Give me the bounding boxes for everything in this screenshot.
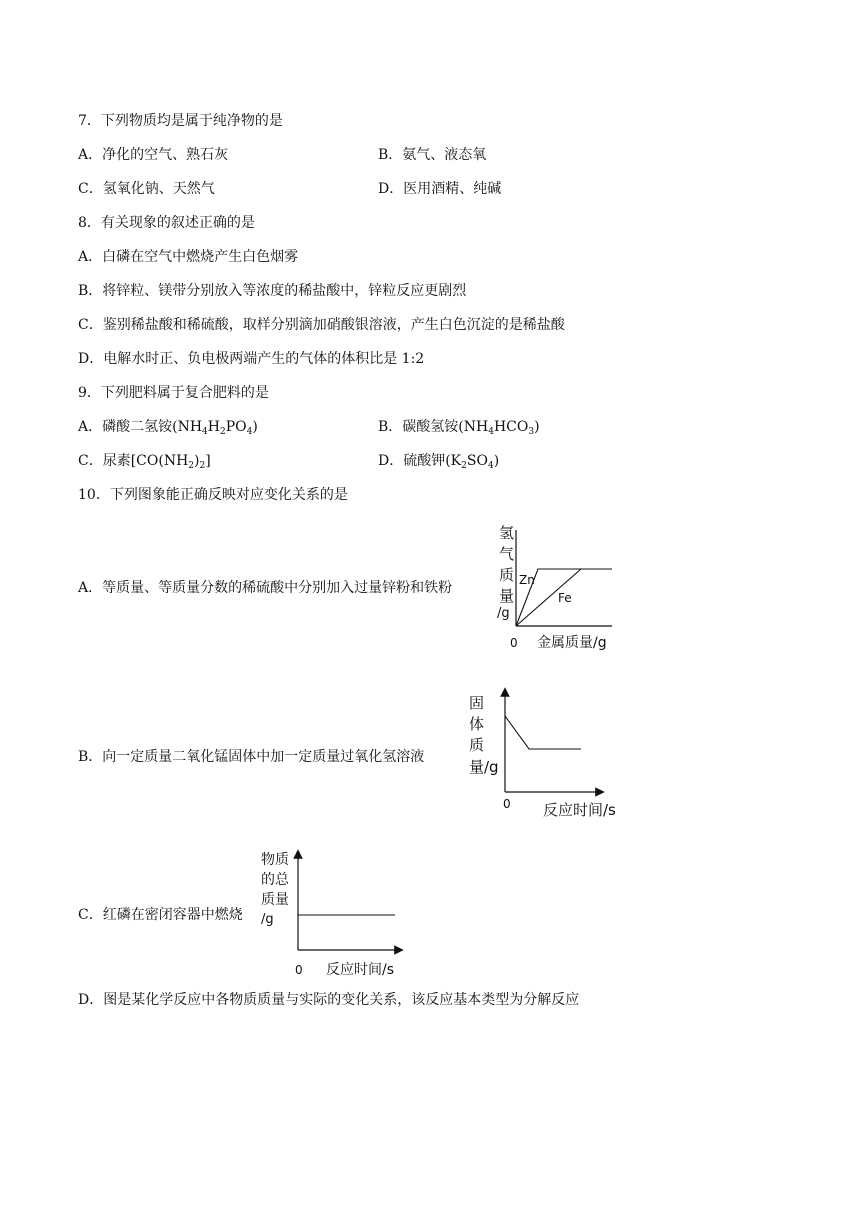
q8-option-b: B．将锌粒、镁带分别放入等浓度的稀盐酸中，锌粒反应更剧烈 (78, 283, 467, 299)
graph-a (480, 520, 620, 660)
q8-option-c: C．鉴别稀盐酸和稀硫酸，取样分别滴加硝酸银溶液，产生白色沉淀的是稀盐酸 (78, 317, 565, 333)
graph-c-xlabel: 反应时间/s (326, 962, 395, 978)
q9-option-a: A．磷酸二氢铵$(NH_4H_2PO_4)$ (78, 419, 258, 437)
graph-c-ylabel-2: 的总 (261, 872, 289, 888)
graph-a-ylabel-1: 氢 (499, 524, 515, 542)
q8-option-a: A．白磷在空气中燃烧产生白色烟雾 (78, 249, 299, 265)
graph-b-origin: 0 (503, 797, 511, 811)
q10-option-a: A．等质量、等质量分数的稀硫酸中分别加入过量锌粉和铁粉 (78, 580, 453, 596)
q9-stem: 9．下列肥料属于复合肥料的是 (78, 385, 269, 401)
q10-option-b: B．向一定质量二氧化锰固体中加一定质量过氧化氢溶液 (78, 749, 425, 765)
graph-b-ylabel-4: 量/g (469, 758, 499, 776)
graph-b-xlabel: 反应时间/s (543, 801, 616, 819)
q9-option-c: C．尿素$[CO(NH_2)_2]$ (78, 453, 211, 471)
graph-c (256, 848, 416, 983)
graph-c-ylabel-unit: /g (261, 912, 274, 927)
q9-option-b: B．碳酸氢铵$(NH_4HCO_3)$ (378, 419, 540, 437)
q7-option-a: A．净化的空气、熟石灰 (78, 147, 229, 163)
graph-c-ylabel-1: 物质 (261, 852, 289, 868)
graph-a-ylabel-3: 质 (499, 566, 515, 584)
graph-a-xlabel: 金属质量/g (537, 635, 607, 651)
graph-a-ylabel-2: 气 (499, 545, 515, 563)
graph-a-fe-label: Fe (558, 591, 572, 605)
graph-b (460, 684, 630, 824)
graph-a-ylabel-unit: /g (497, 606, 510, 621)
graph-b-ylabel-3: 质 (469, 736, 485, 754)
q8-stem: 8．有关现象的叙述正确的是 (78, 215, 255, 231)
q9-option-d: D．硫酸钾$(K_2SO_4)$ (378, 453, 500, 471)
graph-a-zn-label: Zn (519, 573, 535, 587)
graph-b-line (505, 716, 581, 749)
q7-option-c: C．氢氧化钠、天然气 (78, 181, 215, 197)
q8-option-d: D．电解水时正、负电极两端产生的气体的体积比是 1:2 (78, 351, 425, 367)
q10-option-c: C．红磷在密闭容器中燃烧 (78, 907, 243, 923)
graph-b-ylabel-2: 体 (469, 715, 485, 733)
graph-b-ylabel-1: 固 (469, 694, 485, 712)
graph-c-origin: 0 (295, 963, 303, 977)
q7-option-d: D．医用酒精、纯碱 (378, 181, 502, 197)
graph-c-ylabel-3: 质量 (261, 892, 289, 908)
q7-option-b: B．氨气、液态氧 (378, 147, 487, 163)
graph-a-ylabel-4: 量 (499, 587, 515, 605)
q10-option-d: D．图是某化学反应中各物质质量与实际的变化关系，该反应基本类型为分解反应 (78, 992, 580, 1008)
graph-a-origin: 0 (510, 636, 518, 650)
q10-stem: 10．下列图象能正确反映对应变化关系的是 (78, 487, 348, 503)
q7-stem: 7．下列物质均是属于纯净物的是 (78, 113, 283, 129)
